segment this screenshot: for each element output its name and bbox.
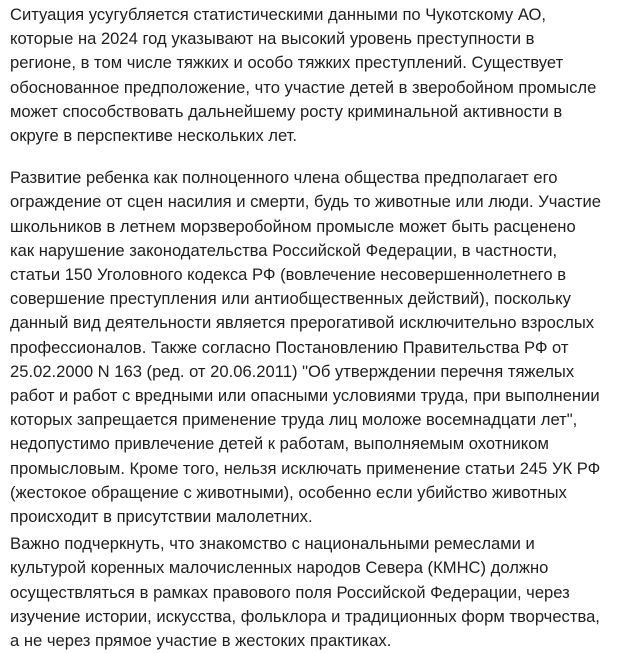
text-line: недопустимо привлечение детей к работам, выполняемым охотником [10, 434, 549, 454]
text-line: ограждение от сцен насилия и смерти, будь то животные или люди. Участие [10, 192, 602, 212]
text-line: регионе, в том числе тяжких и особо тяжких преступлений. Существует [10, 53, 564, 73]
text-line: как нарушение законодательства Российской Федерации, в частности, [10, 240, 558, 260]
text-line: Важно подчеркнуть, что знакомство с национальными ремеслами и [10, 534, 535, 554]
paragraph-crime-statistics [10, 0, 632, 148]
paragraph-child-development [10, 163, 632, 529]
text-line: которых запрещается применение труда лиц моложе восемнадцати лет", [10, 410, 578, 430]
text-line: происходит в присутствии малолетних. [10, 507, 313, 527]
text-line: данный вид деятельности является прерогативой исключительно взрослых [10, 313, 595, 333]
text-line: (жестокое обращение с животными), особенно если убийство животных [10, 482, 567, 502]
text-line: совершение преступления или антиобщественных действий), поскольку [10, 289, 571, 309]
text-line: может способствовать дальнейшему росту криминальной активности в [10, 101, 563, 121]
text-line: Ситуация усугубляется статистическими данными по Чукотскому АО, [10, 5, 547, 24]
text-line: профессионалов. Также согласно Постановлению Правительства РФ от [10, 337, 569, 357]
text-line: осуществляться в рамках правового поля Российской Федерации, через [10, 582, 570, 602]
text-line: округе в перспективе нескольких лет. [10, 126, 298, 146]
text-line: 25.02.2000 N 163 (ред. от 20.06.2011) "Об утверждении перечня тяжелых [10, 361, 575, 381]
text-line: обоснованное предположение, что участие детей в зверобойном промысле [10, 77, 597, 97]
text-line: школьников в летнем морзверобойном промысле может быть расценено [10, 216, 576, 236]
text-line: работ и работ с вредными или опасными условиями труда, при выполнении [10, 386, 600, 406]
text-line: статьи 150 Уголовного кодекса РФ (вовлечение несовершеннолетнего в [10, 265, 567, 285]
paragraph-legal-framework [10, 529, 632, 653]
text-line: а не через прямое участие в жестоких практиках. [10, 631, 392, 651]
text-line: которые на 2024 год указывают на высокий уровень преступности в [10, 29, 535, 49]
text-line: культурой коренных малочисленных народов Севера (КМНС) должно [10, 558, 549, 578]
text-line: промысловым. Кроме того, нельзя исключать применение статьи 245 УК РФ [10, 458, 601, 478]
document-body [10, 0, 632, 653]
text-line: изучение истории, искусства, фольклора и традиционных форм творчества, [10, 606, 600, 626]
text-line: Развитие ребенка как полноценного члена общества предполагает его [10, 168, 558, 188]
